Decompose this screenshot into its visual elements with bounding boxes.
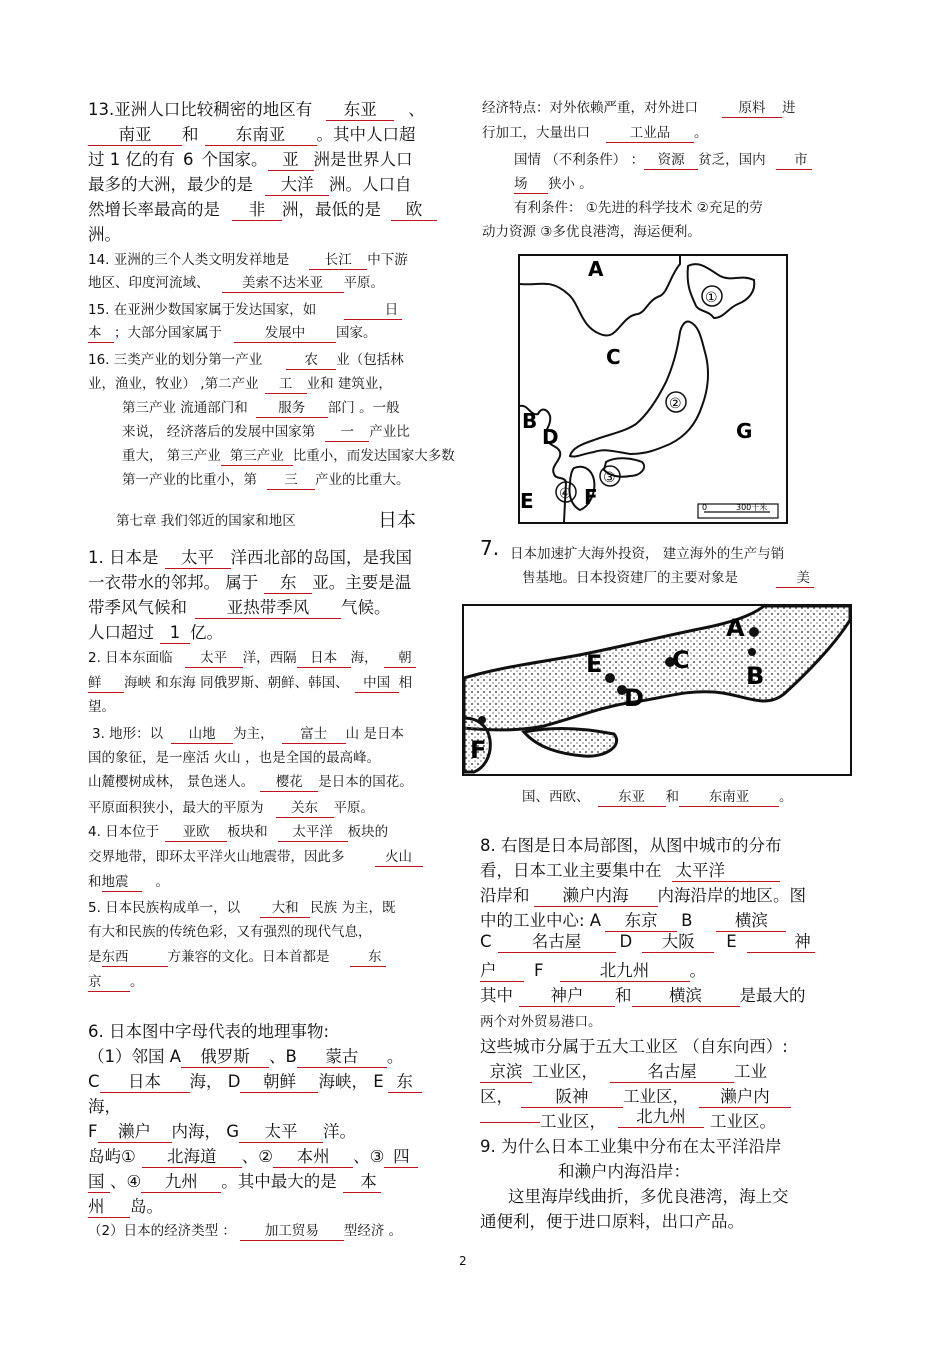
answer-blank: 本州 [273,1148,353,1168]
text: 4. 日本位于 [88,824,160,840]
answer-blank: 加工贸易 [240,1224,344,1241]
q9-line1: 9. 为什么日本工业集中分布在太平洋沿岸 [480,1137,782,1156]
text: 平原。 [333,800,374,816]
text: 洋。 [323,1122,357,1141]
answer-blank: 阪神 [521,1088,623,1108]
q13-line6: 洲。 [88,225,121,244]
text: 交界地带，即环太平洋火山地震带，因此多 [88,849,345,865]
text: 产业比 [369,424,410,440]
answer-blank: 美索不达米亚 [222,276,344,293]
answer-blank: 太平洋 [672,862,780,882]
answer-blank: 户 [480,962,524,982]
answer-blank: 横滨 [632,987,740,1007]
q8-line8: 两个对外贸易港口。 [480,1014,602,1030]
text: 相 [398,675,413,691]
text: 15. 在亚洲少数国家属于发达国家，如 [88,302,317,318]
map1-label-4: ④ [559,486,572,502]
answer-blank: 濑户内海 [534,887,658,907]
page-number: 2 [459,1254,467,1268]
answer-blank: 富士 [282,727,346,744]
econ-line1 [482,96,796,118]
text: 、 [408,100,425,119]
text: 、④ [110,1172,142,1191]
text: 工业 [734,1062,767,1081]
answer-blank: 发展中 [234,326,336,343]
text: B [681,911,693,930]
scale-zero: 0 [702,503,708,512]
text: 西欧 [549,789,576,805]
answer-blank: 北九州 [618,1108,704,1128]
q16-line2 [88,372,392,394]
map1-label-f: F [584,485,598,509]
answer-blank: 东 [264,574,312,594]
q13-line1 [88,96,425,121]
answer-blank: 东南亚 [205,126,317,146]
answer-blank [480,1122,540,1123]
q16-line1 [88,348,404,370]
answer-blank: 东南亚 [679,790,779,807]
answer-blank: 火山 [375,850,423,867]
q7b-line [522,785,793,807]
answer-blank: 俄罗斯 [181,1048,269,1068]
j4-line3 [88,870,169,892]
map1-label-d: D [542,425,559,449]
q8-line12 [480,1108,540,1127]
q8-line9: 这些城市分属于五大工业区 （自东向西）: [480,1037,788,1056]
text: 个国家。 [201,150,268,169]
answer-blank: 原料 [722,101,782,118]
answer-blank: 濑户内 [699,1088,791,1108]
text: 产业的比重大。 [315,472,410,488]
text: 内海沿岸的地区。图 [657,886,806,905]
map2-label-e: E [586,650,603,678]
answer-blank: 太平 [165,549,231,569]
text: 板块和 [227,824,268,840]
map2-label-c: C [672,646,690,674]
q8-line2 [480,857,780,882]
answer-blank: 一 [325,425,369,442]
text: 平原面积狭小，最大的平原为 [88,800,264,816]
text: ；大部分国家属于 [114,325,222,341]
text: 业和 建筑业， [306,376,392,392]
answer-blank: 大和 [260,901,310,918]
text: 业，渔业，牧业） ,第二产业 [88,376,259,392]
text: 、 [576,789,590,805]
text: 3. 地形：以 [92,726,164,742]
answer-blank: 第三产业 [221,449,293,466]
j5-line3 [88,945,386,967]
scale-label: 300千米 [736,503,768,512]
answer-blank: 南亚 [88,126,182,146]
map1-label-b: B [522,409,538,433]
answer-blank: 太平 [185,651,243,668]
text: 海， D [189,1072,241,1091]
text: 中下游 [367,252,408,268]
j6-line5 [88,1118,356,1143]
answer-blank: 服务 [256,401,328,418]
industry-map-graphic [464,606,850,774]
answer-blank: 非 [232,201,282,221]
text: 然增长率最高的是 [88,200,220,219]
j3-line3 [88,770,413,792]
map1-label-g: G [736,419,753,443]
text: 比重小，而发达国家大多数 [292,448,455,464]
answer-blank: 市 [776,153,812,170]
text: 、B [269,1047,297,1066]
text: 经济特点：对外依赖严重，对外进口 [482,100,698,116]
text: 1. 日本是 [88,548,159,567]
q13-line2 [88,121,416,146]
text: 5. 日本民族构成单一，以 [88,900,241,916]
answer-blank: 东京 [605,912,677,932]
text: 。 [779,789,793,805]
answer-blank: 东 [350,950,386,967]
answer-blank: 京滨 [480,1063,532,1083]
text: 行加工，大量出口 [482,125,590,141]
text: 13.亚洲人口比较稠密的地区有 [88,100,313,119]
map2-label-b: B [746,662,765,690]
text: 工业区， [532,1062,598,1081]
j6-line3 [88,1068,422,1093]
text: 和 [88,874,102,890]
chapter-title: 日本 [378,509,417,531]
answer-blank: 地震 [102,875,142,892]
econ-line6: 动力资源 ③多优良港湾，海运便利。 [482,224,701,240]
text: 内海， G [171,1122,240,1141]
answer-blank: 朝 [384,651,416,668]
q8-line10 [480,1058,767,1083]
text: 山 是日本 [345,726,404,742]
answer-blank: 本 [88,326,114,343]
q8-line5 [480,932,815,953]
text: （1）邻国 A [88,1047,182,1066]
answer-blank: 工 [265,377,307,394]
answer-blank: 名古屋 [498,933,616,953]
answer-blank: 欧 [391,201,437,221]
text: 是最大的 [739,986,806,1005]
answer-blank: 日 [344,303,402,320]
q8-line12c [618,1108,776,1132]
answer-blank: 北海道 [142,1148,242,1168]
text: 重大， 第三产业 [122,448,221,464]
j4-line2 [88,845,423,867]
text: 方兼容的文化。日本首都是 [167,949,330,965]
j2-line3: 望。 [88,699,115,715]
japan-map [518,254,788,524]
answer-blank: 资源 [644,153,698,170]
text: 海峡 和东海 同俄罗斯、朝鲜、韩国、 [124,675,349,691]
answer-blank: 农 [286,353,336,370]
q13-line3 [88,146,413,171]
answer-blank: 东西 [102,950,168,967]
text: D [619,932,633,951]
answer-blank: 东亚 [598,790,666,807]
q8-line1: 8. 右图是日本局部图，从图中城市的分布 [480,836,782,855]
answer-blank: 太平 [239,1123,323,1143]
answer-blank: 樱花 [260,775,318,792]
text: 人口超过 [88,623,154,642]
j3-line2: 国的象征，是一座活 火山 ，也是全国的最高峰。 [88,750,381,766]
j4-line1 [88,820,388,842]
map1-label-c: C [606,345,621,369]
answer-blank: 山地 [171,727,233,744]
text: 进 [782,100,796,116]
text: 工业区， [623,1087,689,1106]
text: 民族 为主，既 [310,900,396,916]
text: 岛。 [130,1197,163,1216]
answer-blank: 国 [88,1173,110,1193]
text: 。 [694,125,708,141]
answer-blank: 东 [388,1073,422,1093]
q8-line7 [480,982,806,1007]
q14-line1 [88,248,408,270]
j6-line4: 海， [88,1097,121,1116]
text: 14. 亚洲的三个人类文明发祥地是 [88,252,290,268]
text: 国家。 [336,325,377,341]
text: 、③ [353,1147,385,1166]
answer-blank: 北九州 [560,962,690,982]
q9-line3: 这里海岸线曲折，多优良港湾，海上交 [508,1187,789,1206]
answer-blank: 美 [776,571,814,588]
text: 其中 [480,986,513,1005]
q7-line1: 日本加速扩大海外投资， 建立海外的生产与销 [510,546,785,562]
j1-line4 [88,619,223,644]
text: F [88,1122,98,1141]
text: 洲，最低的是 [282,200,381,219]
answer-blank: 长江 [309,253,367,270]
text: 洲。人口自 [329,175,412,194]
japan-industry-map [462,604,852,776]
text: 。 [130,974,144,990]
text: 工业区， [540,1112,606,1131]
text: 第一产业的比重小，第 [122,472,257,488]
text: 亚。主要是温 [312,573,412,592]
answer-blank: 日本 [297,651,351,668]
text: 部门 。一般 [327,400,400,416]
answer-blank: 日本 [100,1073,190,1093]
answer-blank: 朝鲜 [240,1073,318,1093]
text: 售基地。日本投资建厂的主要对象是 [522,570,738,586]
q9-line4: 通便利，便于进口原料，出口产品。 [480,1212,744,1231]
text: 。 [386,1047,404,1066]
answer-blank: 工业品 [606,126,694,143]
text: 带季风气候和 [88,598,187,617]
j6-line8 [88,1193,163,1218]
q14-line2 [88,271,384,293]
q16-line4 [122,420,410,442]
answer-blank: 神户 [519,987,615,1007]
text: 是日本的国花。 [318,774,413,790]
j2-line1 [88,646,416,668]
j6-line1: 6. 日本图中字母代表的地理事物: [88,1022,330,1041]
text: 沿岸和 [480,886,530,905]
text: 过 1 亿的有 [88,150,175,169]
answer-blank: 横滨 [716,912,786,932]
q9-line2: 和濑户内海沿岸： [558,1162,690,1181]
q8-line11 [480,1083,791,1108]
answer-blank: 东亚 [326,101,394,121]
j6-line7 [88,1168,381,1193]
q15-line1 [88,298,402,320]
text: 洋西北部的岛国，是我国 [230,548,412,567]
text: 。 [155,874,169,890]
answer-blank: 中国 [355,676,399,693]
answer-blank: 濑户 [98,1123,172,1143]
j5-line1 [88,896,395,918]
text: 、② [241,1147,274,1166]
text: 平原。 [343,275,384,291]
answer-blank: 太平洋 [278,825,348,842]
j1-line1 [88,544,412,569]
j6-line2 [88,1043,403,1068]
map1-label-a: A [588,257,604,281]
map1-label-1: ① [705,290,718,306]
econ-line3 [514,148,812,170]
text: 16. 三类产业的划分第一产业 [88,352,263,368]
text: C [480,932,492,951]
j2-line2 [88,671,412,693]
answer-blank: 蒙古 [297,1048,387,1068]
text: 中的工业中心: A [480,911,602,930]
j1-line2 [88,569,411,594]
q13-line4 [88,171,412,196]
answer-blank: 京 [88,975,130,992]
j1-line3 [88,594,391,619]
q15-line2 [88,321,377,343]
text: 一衣带水的邻邦。 属于 [88,573,259,592]
answer-blank: 三 [267,473,315,490]
text: 海峡， E [318,1072,384,1091]
q7-line2 [522,566,814,588]
answer-blank: 神 [747,933,815,953]
econ-line5: 有利条件： ①先进的科学技术 ②充足的劳 [514,200,763,216]
text: 为主， [233,726,274,742]
answer-blank: 名古屋 [610,1063,734,1083]
answer-blank: 场 [514,177,548,194]
q13-line5 [88,196,437,221]
text: 6 [183,150,194,169]
j5-line4 [88,970,144,992]
text: 山麓樱树成林， 景色迷人。 [88,774,255,790]
text: 亿。 [190,623,223,642]
econ-line4 [514,172,593,194]
answer-blank: 四 [384,1148,418,1168]
econ-line2 [482,121,708,143]
q8-line6 [480,957,706,982]
text: 洋，西隔 [242,650,297,666]
text: 狭小 。 [548,176,593,192]
text: 地区、印度河流域、 [88,275,210,291]
answer-blank: 大阪 [642,933,714,953]
text: 洲是世界人口 [313,150,413,169]
j3-line4 [88,796,374,818]
answer-blank: 九州 [141,1173,221,1193]
text: 是 [88,949,102,965]
text: 工业区。 [710,1112,776,1131]
answer-blank: 州 [88,1198,130,1218]
answer-blank: 本 [343,1173,381,1193]
text: 和 [182,125,199,144]
text: 。其中人口超 [316,125,416,144]
answer-blank: 亚热带季风 [195,599,341,619]
text: 第三产业 流通部门和 [122,400,248,416]
map2-label-d: D [624,684,644,712]
text: 岛屿① [88,1147,136,1166]
text: 和 [665,789,679,805]
text: 。其中最大的是 [221,1172,337,1191]
text: 区， [480,1087,513,1106]
j6-line9 [88,1219,402,1241]
j6-line6 [88,1143,418,1168]
japan-map-graphic [520,256,786,522]
text: C [88,1072,100,1091]
text: 来说， 经济落后的发展中国家第 [122,424,316,440]
answer-blank: 大洋 [265,176,329,196]
text: 。 [689,961,706,980]
text: 气候。 [341,598,391,617]
q16-line3 [122,396,400,418]
map1-label-2: ② [669,396,682,412]
map2-label-f: F [470,736,487,764]
answer-blank: 关东 [276,801,334,818]
map1-label-e: E [520,489,534,513]
text: 业（包括林 [336,352,404,368]
text: 看，日本工业主要集中在 [480,861,662,880]
j5-line2: 有大和民族的传统色彩，又有强烈的现代气息， [88,924,372,940]
text: 贫乏，国内 [698,152,766,168]
text: （2）日本的经济类型 ： [88,1223,236,1239]
map1-label-3: ③ [603,470,616,486]
q16-line5 [122,444,455,466]
text: 板块的 [347,824,389,840]
answer-blank: 鲜 [88,676,124,693]
q7-number: 7. [480,536,500,560]
map2-label-a: A [726,614,745,642]
answer-blank: 亚欧 [165,825,227,842]
q16-line6 [122,468,410,490]
q8-line12b [540,1108,606,1132]
text: 国情 （不利条件） ： [514,152,645,168]
text: 型经济 。 [343,1223,403,1239]
q8-line3 [480,882,806,907]
text: 2. 日本东面临 [88,650,173,666]
text: F [534,961,544,980]
chapter-label: 第七章 我们邻近的国家和地区 [116,513,296,529]
j3-line1 [92,722,404,744]
q8-line4 [480,907,786,932]
answer-blank: 1 [160,624,190,644]
text: 和 [615,986,632,1005]
text: E [726,932,737,951]
answer-blank: 亚 [268,151,314,171]
text: 海， [350,650,378,666]
text: 最多的大洲，最少的是 [88,175,253,194]
text: 国、 [522,789,549,805]
